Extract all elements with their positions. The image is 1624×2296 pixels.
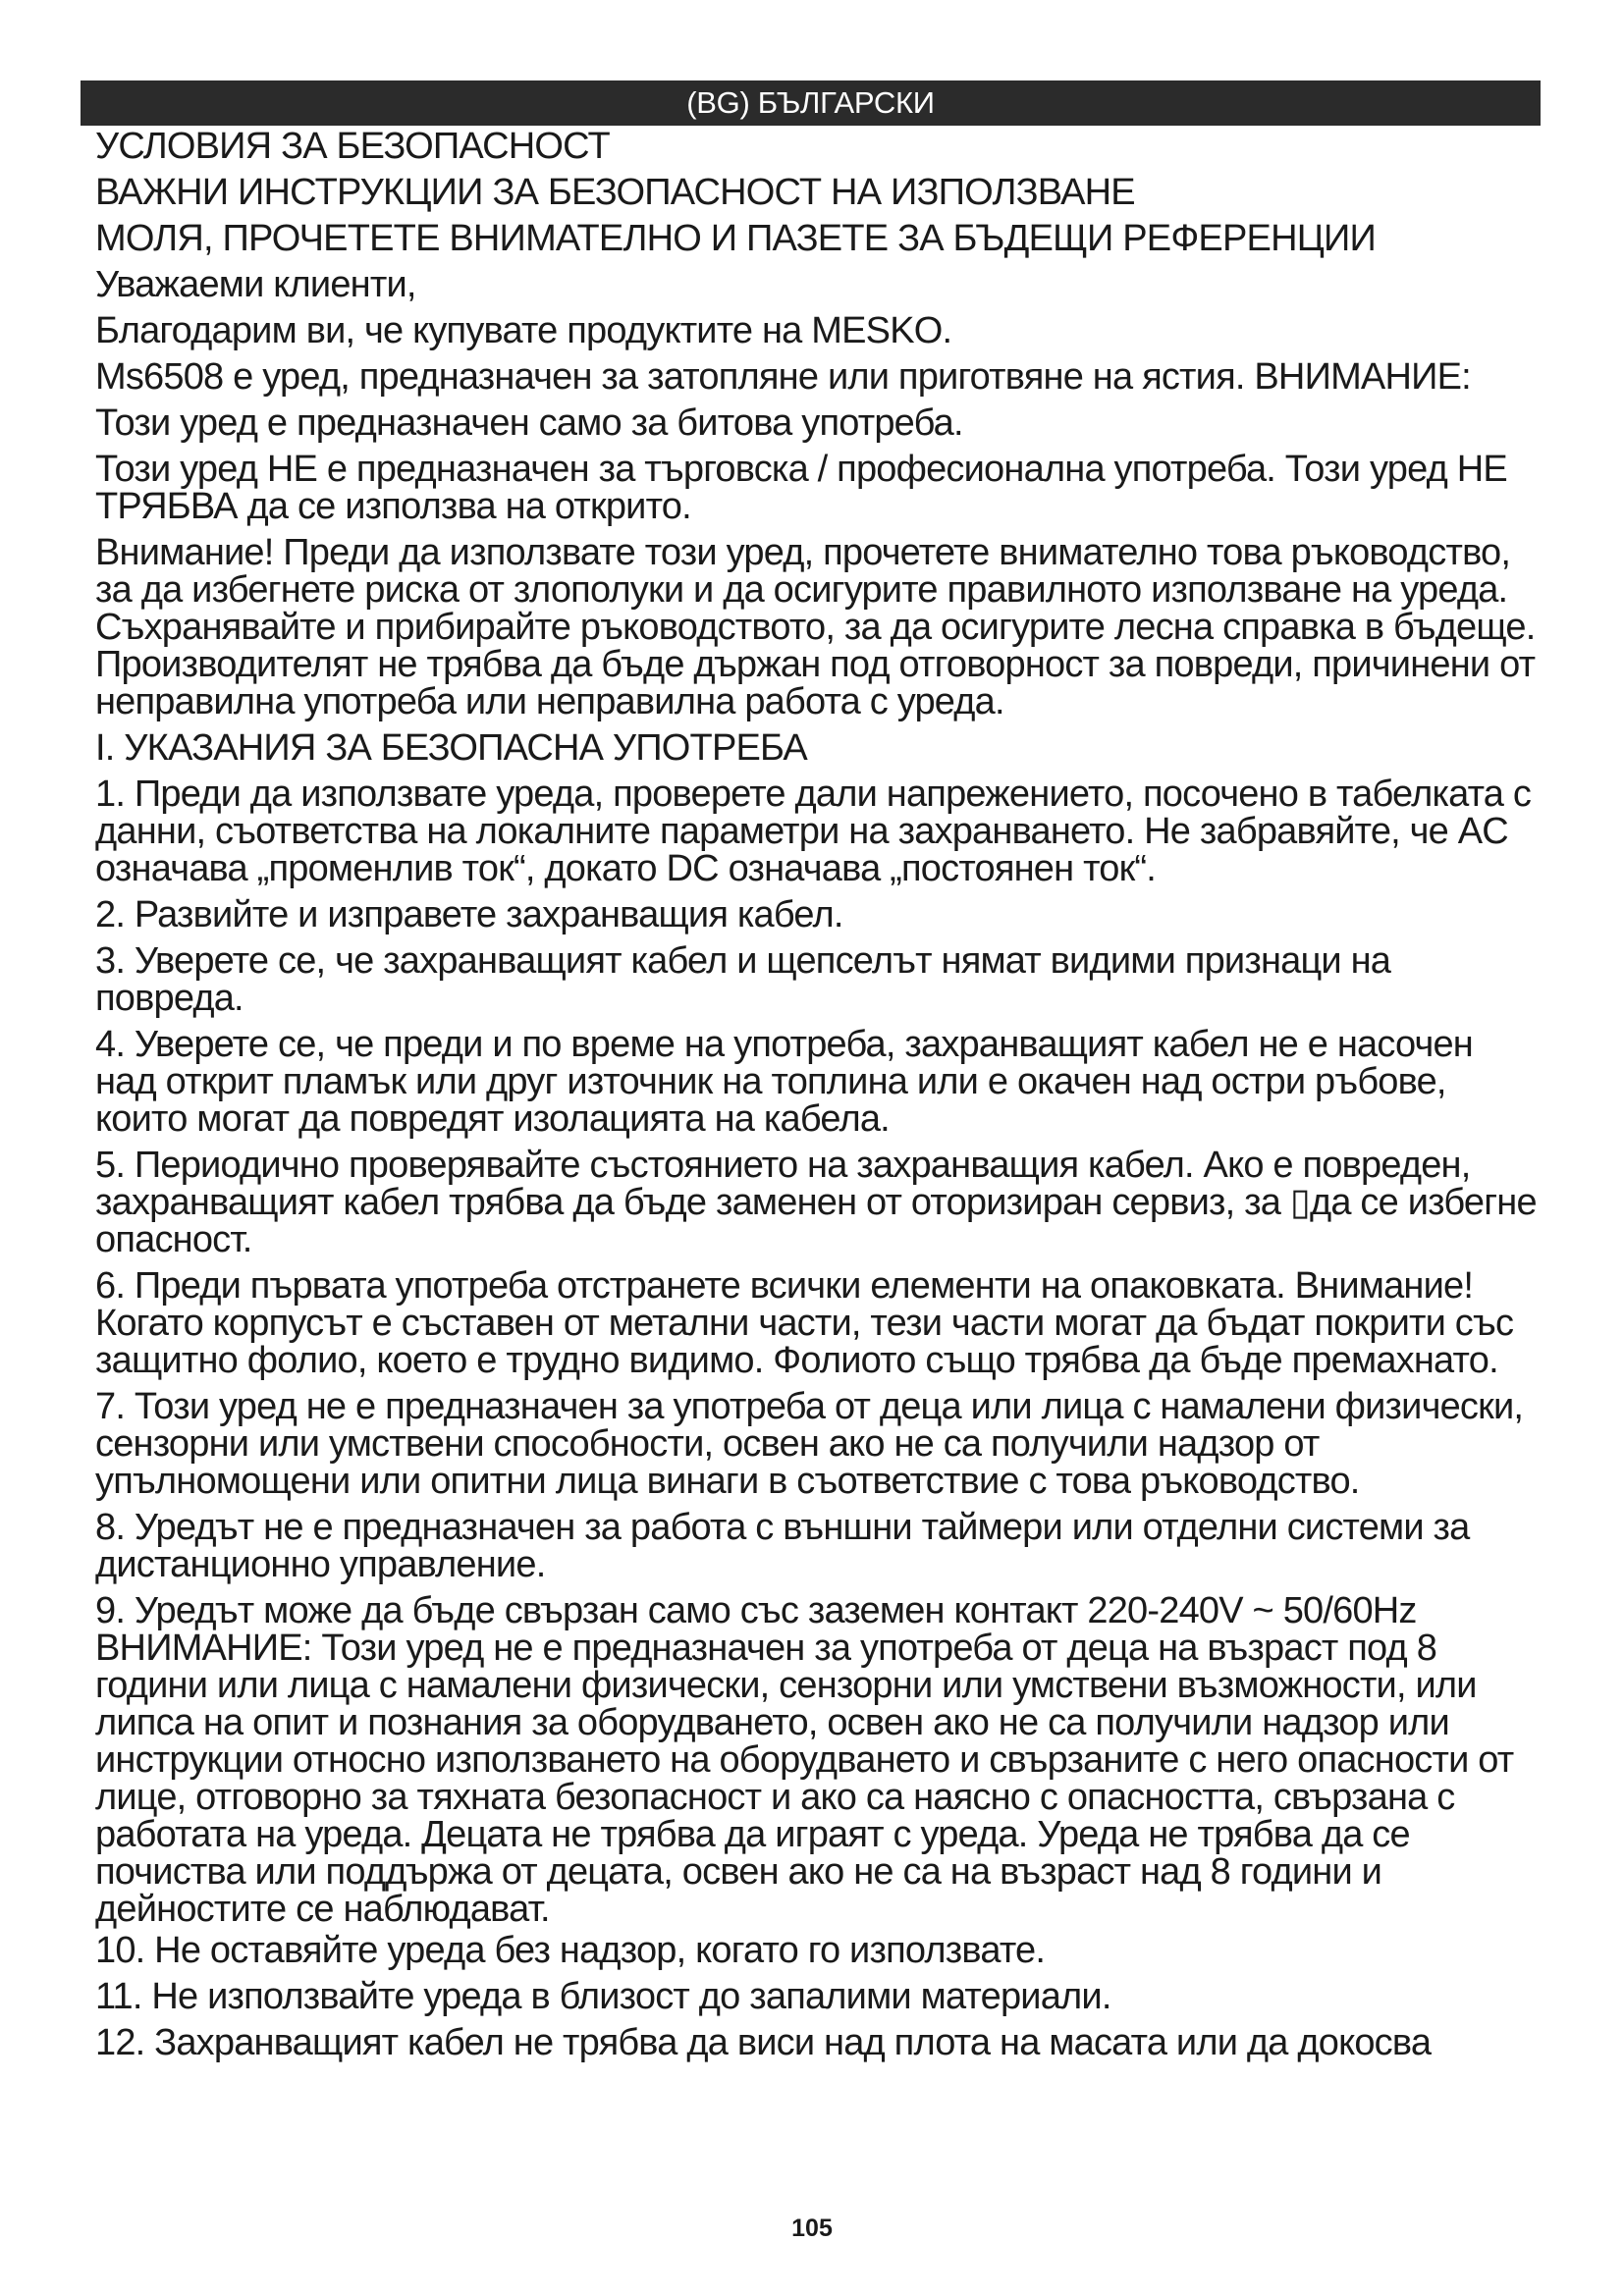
safety-item-5: 5. Периодично проверявайте състоянието на захранващия кабел. Ако е повреден, захранващият кабел трябва да бъде заменен от оторизиран сервиз, за ▯да се избегне опасност.: [95, 1145, 1537, 1260]
household-use-text: Този уред е предназначен само за битова употреба.: [95, 402, 963, 444]
safety-item-2: 2. Развийте и изправете захранващия кабел.: [95, 894, 843, 935]
greeting-text: Уважаеми клиенти,: [95, 264, 416, 305]
page-number: 105: [791, 2215, 833, 2242]
intro-text: Ms6508 е уред, предназначен за затопляне или приготвяне на ястия. ВНИМАНИЕ:: [95, 356, 1471, 398]
heading-important-instructions: ВАЖНИ ИНСТРУКЦИИ ЗА БЕЗОПАСНОСТ НА ИЗПОЛЗВАНЕ: [95, 172, 1135, 213]
warning-paragraph: Внимание! Преди да използвате този уред, прочетете внимателно това ръководство, за да избегнете риска от злополуки и да осигурите правилното използване на уреда. Съхранявайте и прибирайте ръководството, за да осигурите лесна справка в бъдеще. Производителят не трябва да бъде държан под отговорност за повреди, причинени от неправилна употреба или неправилна работа с уреда.: [95, 532, 1536, 722]
safety-document-body: [95, 128, 1539, 2070]
safety-item-1: 1. Преди да използвате уреда, проверете дали напрежението, посочено в табелката с данни, съответства на локалните параметри на захранването. Не забравяйте, че AC означава „променлив ток“, докато DC означава „постоянен ток“.: [95, 774, 1532, 889]
safety-item-7: 7. Този уред не е предназначен за употреба от деца или лица с намалени физически, сензорни или умствени способности, освен ако не са получили надзор от упълномощени или опитни лица винаги в съответствие с това ръководство.: [95, 1386, 1524, 1502]
thanks-text: Благодарим ви, че купувате продуктите на MESKO.: [95, 310, 952, 351]
safety-item-8: 8. Уредът не е предназначен за работа с външни таймери или отделни системи за дистанционно управление.: [95, 1507, 1470, 1585]
safety-item-12: 12. Захранващият кабел не трябва да виси над плота на масата или да докосва: [95, 2022, 1432, 2063]
heading-safety-conditions: УСЛОВИЯ ЗА БЕЗОПАСНОСТ: [95, 126, 610, 167]
heading-read-carefully: МОЛЯ, ПРОЧЕТЕТЕ ВНИМАТЕЛНО И ПАЗЕТЕ ЗА БЪДЕЩИ РЕФЕРЕНЦИИ: [95, 218, 1377, 259]
safety-item-4: 4. Уверете се, че преди и по време на употреба, захранващият кабел не е насочен над открит пламък или друг източник на топлина или е окачен над остри ръбове, които могат да повредят изолацията на кабела.: [95, 1024, 1473, 1140]
section-title: I. УКАЗАНИЯ ЗА БЕЗОПАСНА УПОТРЕБА: [95, 727, 807, 769]
safety-item-11: 11. Не използвайте уреда в близост до запалими материали.: [95, 1976, 1111, 2017]
language-header-bar: (BG) БЪЛГАРСКИ: [81, 80, 1541, 126]
not-commercial-text: Този уред НЕ е предназначен за търговска / професионална употреба. Този уред НЕ ТРЯБВА да се използва на открито.: [95, 449, 1507, 527]
safety-item-3: 3. Уверете се, че захранващият кабел и щепселът нямат видими признаци на повреда.: [95, 940, 1391, 1019]
safety-item-9: 9. Уредът може да бъде свързан само със заземен контакт 220-240V ~ 50/60Hz ВНИМАНИЕ: Този уред не е предназначен за употреба от деца на възраст под 8 години или лица с намалени физически, сензорни или умствени възможности, или липса на опит и познания за оборудването, освен ако не са получили надзор или инструкции относно използването на оборудването и свързаните с него опасности от лице, отговорно за тяхната безопасност и ако са наясно с опасността, свързана с работата на уреда. Децата не трябва да играят с уреда. Уреда не трябва да се почиства или поддържа от децата, освен ако не са на възраст над 8 години и дейностите се наблюдават.: [95, 1590, 1514, 1930]
safety-item-6: 6. Преди първата употреба отстранете всички елементи на опаковката. Внимание! Когато корпусът е съставен от метални части, тези части могат да бъдат покрити със защитно фолио, което е трудно видимо. Фолиото също трябва да бъде премахнато.: [95, 1265, 1514, 1381]
safety-item-10: 10. Не оставяйте уреда без надзор, когато го използвате.: [95, 1930, 1046, 1971]
